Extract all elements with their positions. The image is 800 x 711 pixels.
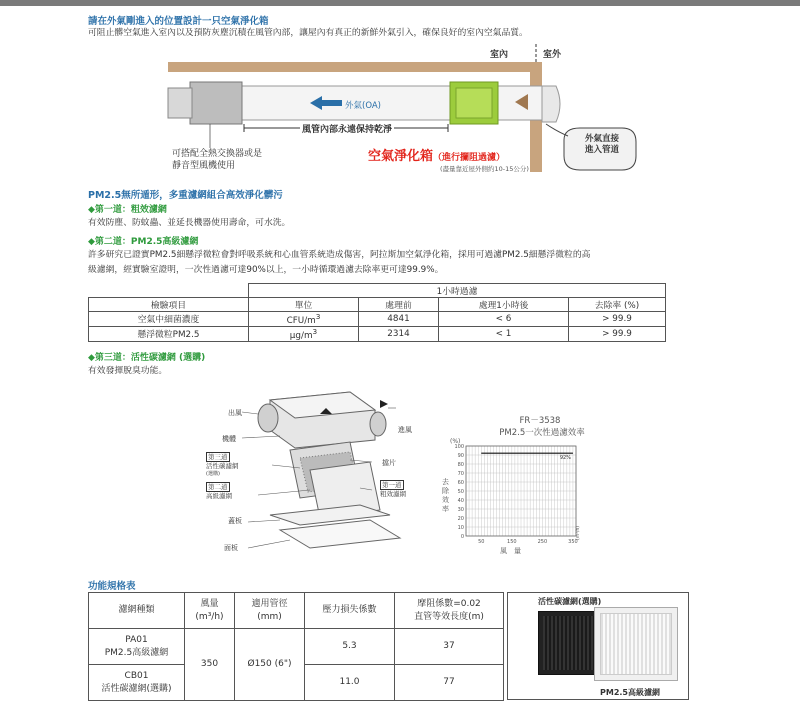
section1-desc: 可阻止髒空氣進入室內以及預防灰塵沉積在風管內部，讓屋內有真正的新鮮外氣引入，確保良好的室內空氣品質。 xyxy=(88,28,528,38)
annotation-label: 92% xyxy=(559,455,571,462)
th-item: 檢驗項目 xyxy=(89,298,249,312)
stage1-text: 有效防塵、防蚊蟲、並延長機器使用壽命，可水洗。 xyxy=(88,218,291,228)
spec-header-row: 濾網種類 風量 (m³/h) 適用管徑 (mm) 壓力損失係數 摩阻係數=0.02 直管等效長度(m) xyxy=(89,593,504,629)
table-header-row xyxy=(89,298,666,312)
stage2-title: ◆第二道：PM2.5高級濾網 xyxy=(88,237,199,247)
stage2-text-2: 級濾網，經實驗室證明，一次性過濾可達90%以上，一小時循環過濾去除率更可達99.9%。 xyxy=(88,265,444,275)
th-before: 處理前 xyxy=(359,298,439,312)
hrv-note-2: 靜音型風機使用 xyxy=(172,161,236,171)
outdoor-label: 室外 xyxy=(543,50,562,60)
spec-table xyxy=(88,592,504,701)
test-table-caption: 1小時過濾 xyxy=(249,284,666,298)
photo-title: 活性碳濾網(選購) xyxy=(538,597,602,606)
outlet-label: 出風 xyxy=(228,409,242,417)
y-tick-label: 100 xyxy=(454,444,464,450)
duct-clean-label: 風管內部永遠保持乾淨 xyxy=(300,122,394,135)
hrv-note-1: 可搭配全熱交換器或是 xyxy=(172,149,263,159)
test-table xyxy=(88,283,666,342)
stage2-text-1: 許多研究已證實PM2.5細懸浮微粒會對呼吸系統和心血管系統造成傷害，阿拉斯加空氣淨化箱，採用可過濾PM2.5細懸浮微粒的高 xyxy=(88,250,591,260)
y-tick-label: 90 xyxy=(457,453,464,459)
pm25-filter-image xyxy=(594,607,678,681)
spec-title: 功能規格表 xyxy=(88,581,136,592)
th-rate: 去除率 (%) xyxy=(569,298,666,312)
y-tick-label: 60 xyxy=(457,480,464,486)
x-unit-label: (m³/h) xyxy=(576,525,581,540)
indoor-label: 室內 xyxy=(490,50,509,60)
chart-x-label: 風 量 xyxy=(500,547,521,555)
top-bar xyxy=(0,0,800,6)
inlet-label: 進風 xyxy=(398,426,412,434)
stage3-text: 有效發揮脫臭功能。 xyxy=(88,366,168,376)
stage3-title: ◆第三道：活性碳濾網 (選購) xyxy=(88,353,206,363)
y-tick-label: 80 xyxy=(457,462,464,468)
y-tick-label: 10 xyxy=(457,525,464,531)
purifier-box-title: 空氣淨化箱（進行攔阻過濾） xyxy=(368,149,506,164)
y-tick-label: 40 xyxy=(457,498,464,504)
spec-row: CB01 活性碳濾網(選購) 11.0 77 xyxy=(89,665,504,701)
stage2-callout: 第二道 高級濾網 xyxy=(206,483,232,500)
hrv-unit xyxy=(190,82,242,124)
x-tick-label: 250 xyxy=(537,539,548,545)
chart-title: PM2.5一次性過濾效率 xyxy=(499,428,585,438)
chart-model: FR－3538 xyxy=(519,416,561,426)
body-label: 機體 xyxy=(222,435,236,443)
ceiling-wall xyxy=(168,62,538,72)
section1-title: 請在外氣剛進入的位置設計一只空氣淨化箱 xyxy=(88,16,269,27)
efficiency-chart xyxy=(450,440,590,555)
stage1-title: ◆第一道：粗效濾網 xyxy=(88,205,167,215)
bottom-plate-label: 蓋板 xyxy=(228,517,242,525)
bubble-text: 外氣直接 進入管道 xyxy=(584,134,619,155)
x-tick-label: 150 xyxy=(507,539,517,545)
y-tick-label: 30 xyxy=(457,507,464,513)
baffle-label: 擋片 xyxy=(382,459,396,467)
chart-y-label: 去除效率 xyxy=(442,478,449,513)
x-tick-label: 350 xyxy=(568,539,578,545)
table-row: 懸浮微粒PM2.5 $\mu g/m^3$ 2314 < 1 > 99.9 xyxy=(89,326,666,341)
x-tick-label: 50 xyxy=(478,539,485,545)
y-tick-label: 70 xyxy=(457,471,464,477)
purifier-box-note: (盡量靠近屋外側約10-15公分) xyxy=(440,165,529,173)
chart-y-unit: (%) xyxy=(450,438,461,445)
oa-label: 外氣(OA) xyxy=(345,101,381,111)
face-plate-label: 面板 xyxy=(224,544,238,552)
y-tick-label: 20 xyxy=(457,516,464,522)
stage1-callout: 第一道 粗效濾網 xyxy=(380,481,406,498)
table-row: 空氣中細菌濃度 CFU/$m^3$ 4841 < 6 > 99.9 xyxy=(89,312,666,327)
section2-title: PM2.5無所遁形，多重濾網組合高效淨化髒污 xyxy=(88,190,283,201)
stage3-callout: 第三道 活性碳濾網 (選購) xyxy=(206,453,239,477)
th-unit: 單位 xyxy=(249,298,359,312)
spec-row: PA01 PM2.5高級濾網 350 Ø150 (6") 5.3 37 xyxy=(89,629,504,665)
y-tick-label: 50 xyxy=(457,489,464,495)
filter-photo-box xyxy=(507,592,689,700)
y-tick-label: 0 xyxy=(460,534,464,540)
photo-caption: PM2.5高級濾網 xyxy=(600,688,660,697)
th-after: 處理1小時後 xyxy=(439,298,569,312)
